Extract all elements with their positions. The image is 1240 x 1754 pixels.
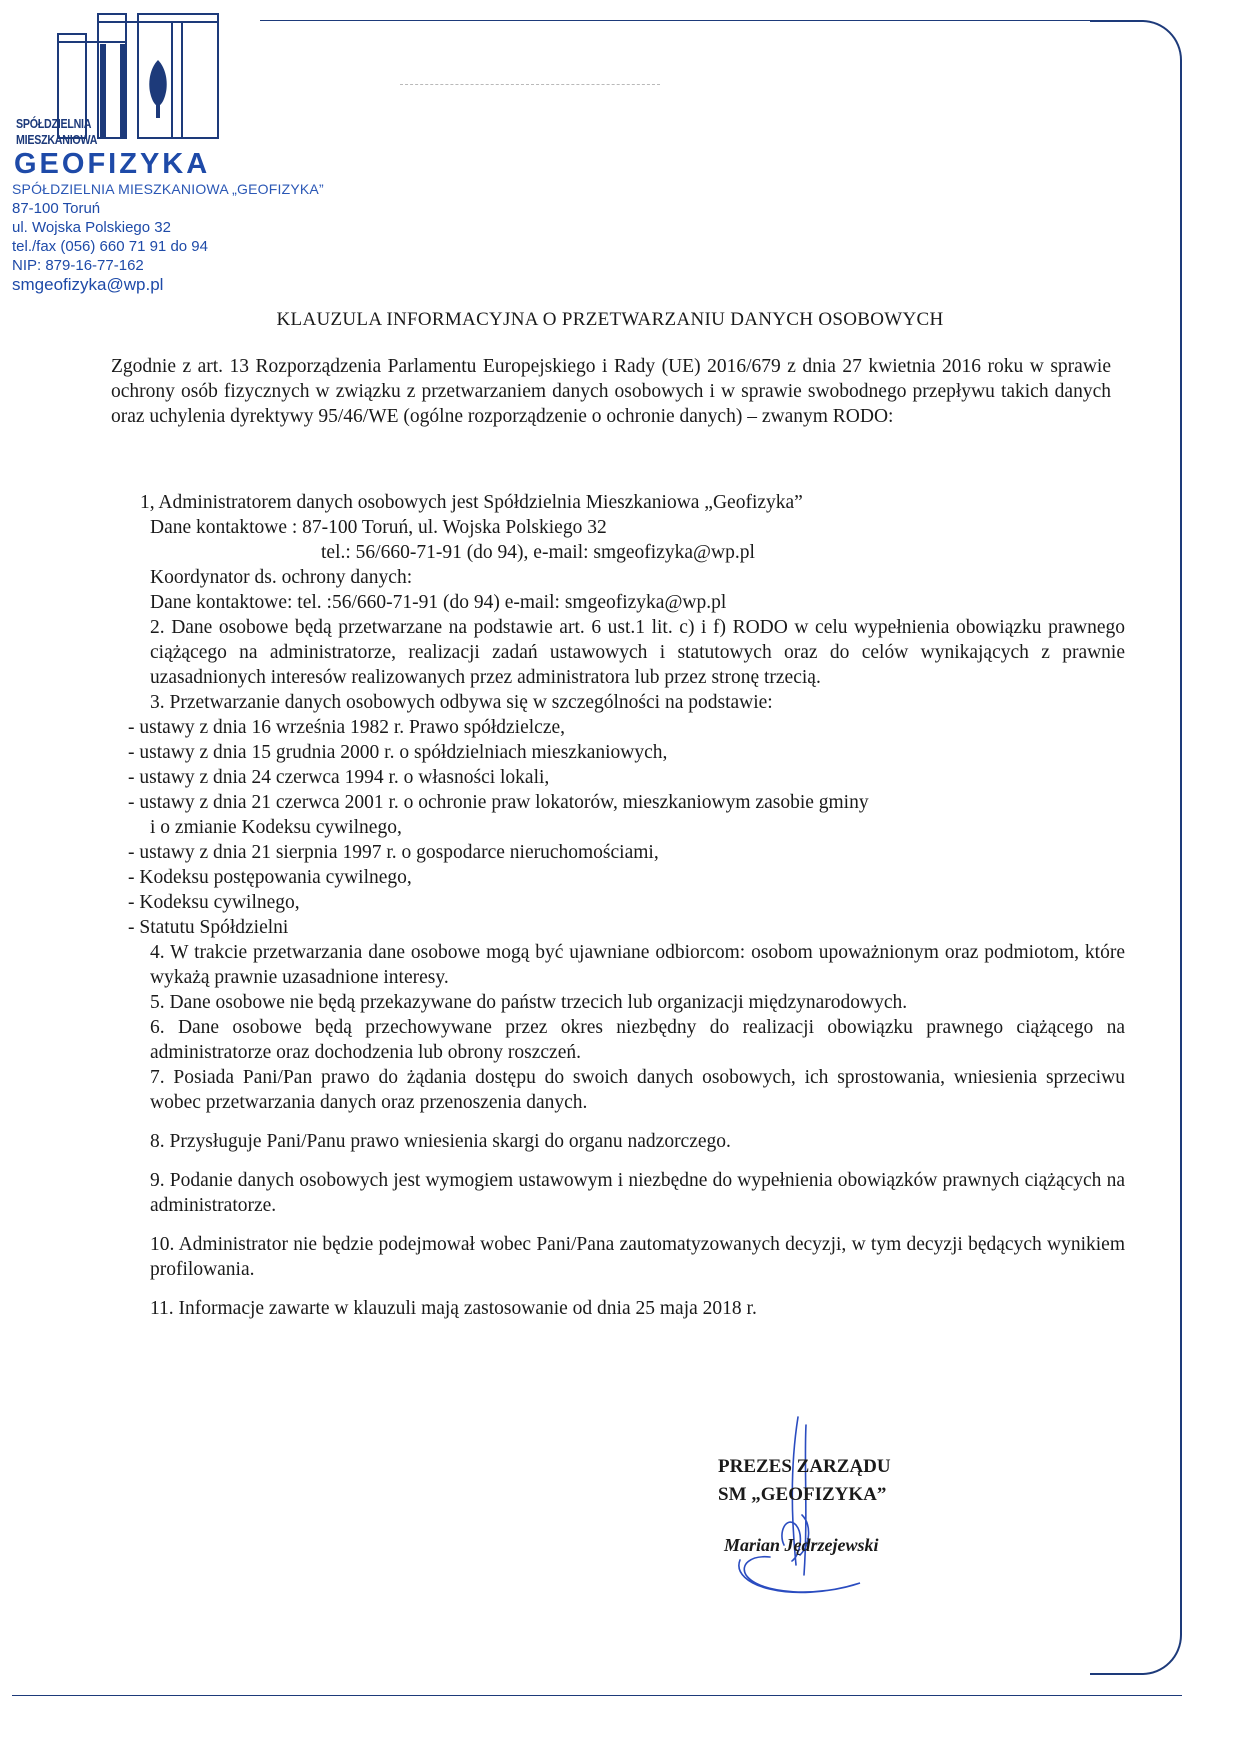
document-body xyxy=(128,490,1125,1321)
paragraph-9: 9. Podanie danych osobowych jest wymogiem ustawowym i niezbędne do wypełnienia obowiązków prawnych ciążących na administratorze. xyxy=(150,1170,1125,1216)
p1-line-1: 1, Administratorem danych osobowych jest Spółdzielnia Mieszkaniowa „Geofizyka” xyxy=(140,492,803,513)
postal-code: 87-100 Toruń xyxy=(12,200,101,217)
p1-line-4: Koordynator ds. ochrony danych: xyxy=(150,567,413,588)
logo-line-2: MIESZKANIOWA xyxy=(16,132,98,147)
list-item: - Kodeksu postępowania cywilnego, xyxy=(128,867,412,888)
paragraph-2: 2. Dane osobowe będą przetwarzane na podstawie art. 6 ust.1 lit. c) i f) RODO w celu wypełnienia obowiązku prawnego ciążącego na administratorze, realizacji zadań ustawowych i statutowych oraz do celów wynikających z prawnie uzasadnionych interesów realizowanych przez administratora lub przez stronę trzecią. xyxy=(150,617,1125,688)
logo-line-1: SPÓŁDZIELNIA xyxy=(16,116,92,131)
list-item: - ustawy z dnia 15 grudnia 2000 r. o spółdzielniach mieszkaniowych, xyxy=(128,742,668,763)
signature-org: SM „GEOFIZYKA” xyxy=(718,1484,887,1505)
faint-dashes xyxy=(400,84,660,86)
paragraph-5: 5. Dane osobowe nie będą przekazywane do państw trzecich lub organizacji międzynarodowych. xyxy=(150,992,908,1013)
phone: tel./fax (056) 660 71 91 do 94 xyxy=(12,238,208,255)
signature-block xyxy=(718,1453,891,1509)
list-item: - ustawy z dnia 16 września 1982 r. Prawo spółdzielcze, xyxy=(128,717,565,738)
paragraph-6: 6. Dane osobowe będą przechowywane przez okres niezbędny do realizacji obowiązku prawnego ciążącego na administratorze oraz dochodzenia lub obrony roszczeń. xyxy=(150,1017,1125,1063)
list-item: - Statutu Spółdzielni xyxy=(128,917,289,938)
nip: NIP: 879-16-77-162 xyxy=(12,257,144,274)
p1-line-2: Dane kontaktowe : 87-100 Toruń, ul. Wojska Polskiego 32 xyxy=(150,517,607,538)
paragraph-10: 10. Administrator nie będzie podejmował wobec Pani/Pana zautomatyzowanych decyzji, w tym decyzji będących wynikiem profilowania. xyxy=(150,1234,1125,1280)
p1-line-5: Dane kontaktowe: tel. :56/660-71-91 (do 94) e-mail: smgeofizyka@wp.pl xyxy=(150,592,727,613)
list-item-continuation: i o zmianie Kodeksu cywilnego, xyxy=(150,817,402,838)
paragraph-4: 4. W trakcie przetwarzania dane osobowe mogą być ujawniane odbiorcom: osobom upoważnionym oraz podmiotom, które wykażą prawnie uzasadnione interesy. xyxy=(150,942,1125,988)
signature-name: Marian Jędrzejewski xyxy=(724,1535,879,1555)
logo-wordmark: GEOFIZYKA xyxy=(14,148,211,180)
org-name: SPÓŁDZIELNIA MIESZKANIOWA „GEOFIZYKA” xyxy=(12,181,324,197)
geofizyka-logo xyxy=(12,8,242,180)
intro-paragraph: Zgodnie z art. 13 Rozporządzenia Parlamentu Europejskiego i Rady (UE) 2016/679 z dnia 27 kwietnia 2016 roku w sprawie ochrony osób fizycznych w związku z przetwarzaniem danych osobowych i w sprawie swobodnego przepływu takich danych oraz uchylenia dyrektywy 95/46/WE (ogólne rozporządzenie o ochronie danych) – zwanym RODO: xyxy=(111,356,1111,427)
handwritten-signature-icon xyxy=(700,1415,900,1605)
paragraph-3-head: 3. Przetwarzanie danych osobowych odbywa się w szczególności na podstawie: xyxy=(150,692,773,713)
list-item: - ustawy z dnia 21 czerwca 2001 r. o ochronie praw lokatorów, mieszkaniowym zasobie gminy xyxy=(128,792,869,813)
page-frame-bottom xyxy=(12,1695,1182,1696)
paragraph-8: 8. Przysługuje Pani/Panu prawo wniesienia skargi do organu nadzorczego. xyxy=(150,1131,731,1152)
email: smgeofizyka@wp.pl xyxy=(12,275,164,294)
list-item: - ustawy z dnia 21 sierpnia 1997 r. o gospodarce nieruchomościami, xyxy=(128,842,659,863)
document-title: KLAUZULA INFORMACYJNA O PRZETWARZANIU DANYCH OSOBOWYCH xyxy=(276,309,944,330)
street: ul. Wojska Polskiego 32 xyxy=(12,219,171,236)
p1-line-3: tel.: 56/660-71-91 (do 94), e-mail: smgeofizyka@wp.pl xyxy=(321,542,755,563)
paragraph-7: 7. Posiada Pani/Pan prawo do żądania dostępu do swoich danych osobowych, ich sprostowania, wniesienia sprzeciwu wobec przetwarzania danych oraz przenoszenia danych. xyxy=(150,1067,1125,1113)
signature-role: PREZES ZARZĄDU xyxy=(718,1456,891,1477)
list-item: - Kodeksu cywilnego, xyxy=(128,892,300,913)
paragraph-11: 11. Informacje zawarte w klauzuli mają zastosowanie od dnia 25 maja 2018 r. xyxy=(150,1298,757,1319)
letterhead-address xyxy=(12,180,324,294)
page-frame-top xyxy=(260,20,1135,21)
list-item: - ustawy z dnia 24 czerwca 1994 r. o własności lokali, xyxy=(128,767,550,788)
